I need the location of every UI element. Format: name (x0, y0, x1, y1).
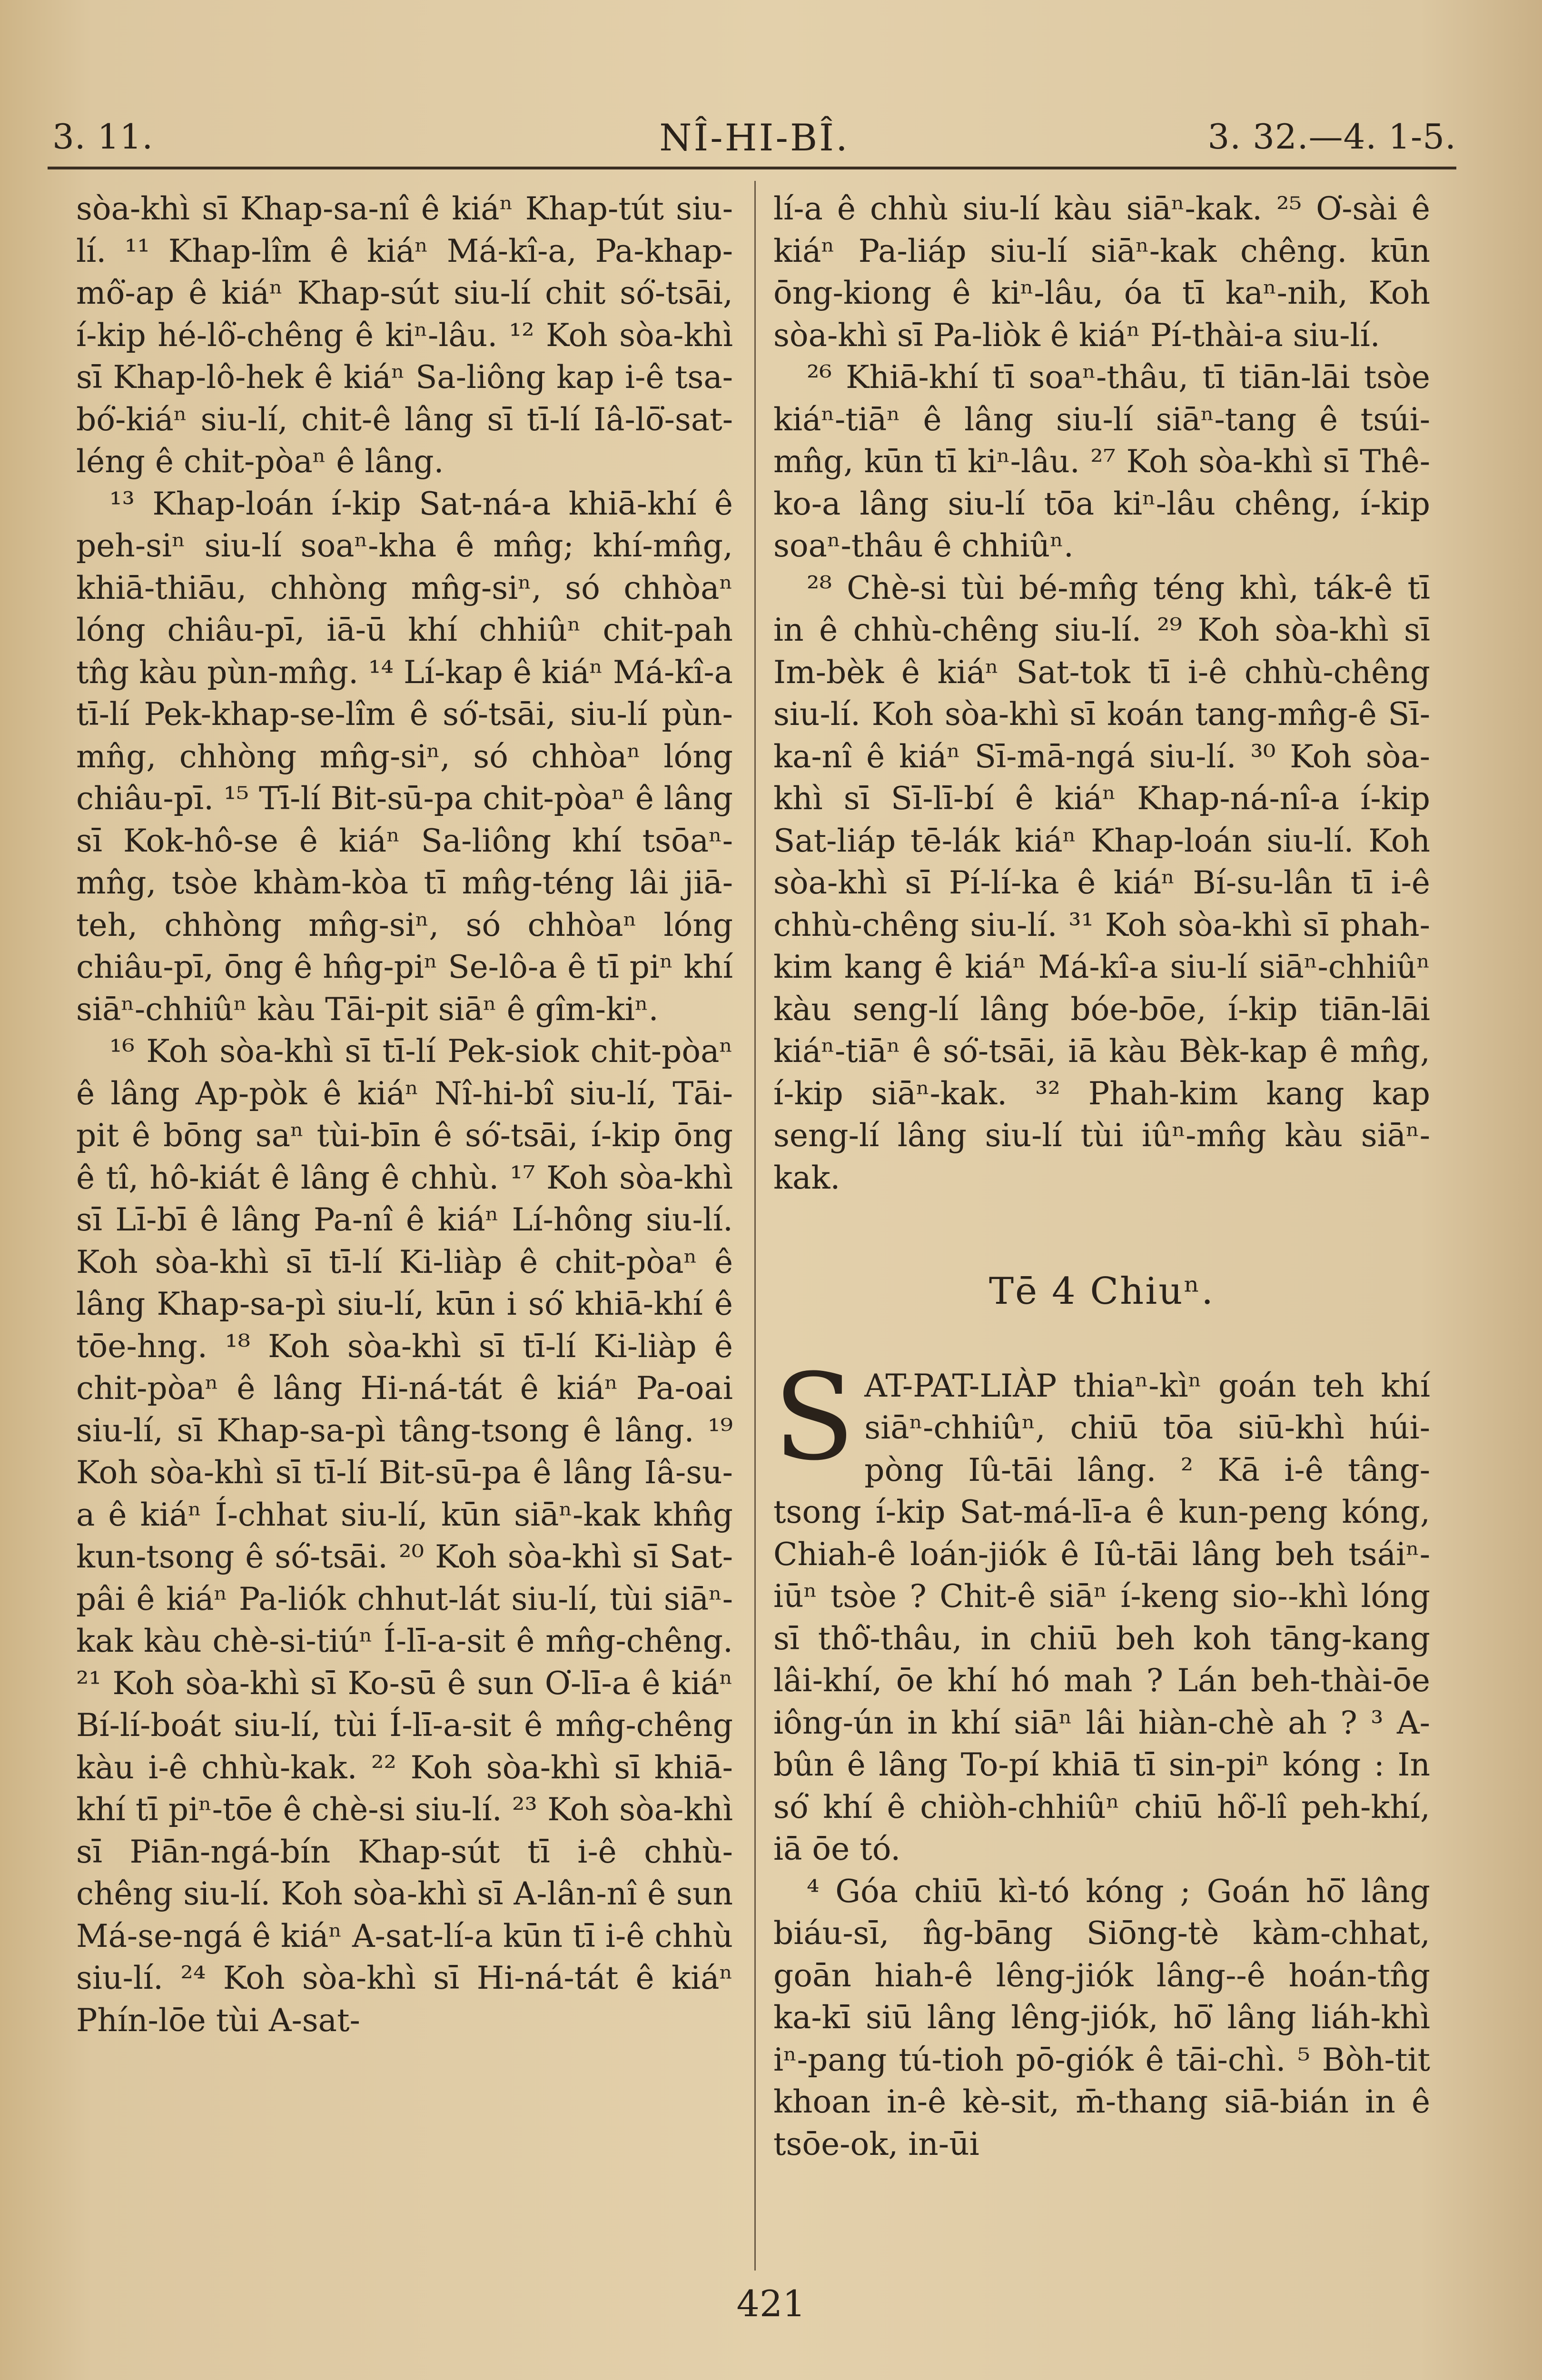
right-paragraph-1: lí-a ê chhù siu-lí kàu siāⁿ-kak. ²⁵ O͘-sài ê kiáⁿ Pa-liáp siu-lí siāⁿ-kak chêng. kūn ōng-kiong ê kiⁿ-lâu, óa tī kaⁿ-nih, Koh sòa-khì sī Pa-liòk ê kiáⁿ Pí-thài-a siu-lí. (773, 190, 1430, 354)
header-book-title: NÎ-HI-BÎ. (659, 117, 850, 159)
header-rule (48, 167, 1456, 169)
left-column (76, 188, 733, 2273)
header-right-verse-range: 3. 32.—4. 1-5. (1207, 117, 1456, 157)
running-header (52, 117, 1456, 169)
left-paragraph-1: sòa-khì sī Khap-sa-nî ê kiáⁿ Khap-tút siu-lí. ¹¹ Khap-lîm ê kiáⁿ Má-kî-a, Pa-khap-mô͘-ap ê kiáⁿ Khap-sút siu-lí chit só͘-tsāi, í-kip hé-lô͘-chêng ê kiⁿ-lâu. ¹² Koh sòa-khì sī Khap-lô-hek ê kiáⁿ Sa-liông kap i-ê tsa-bó͘-kiáⁿ siu-lí, chit-ê lâng sī tī-lí Iâ-lō͘-sat-léng ê chit-pòaⁿ ê lâng. (76, 190, 733, 480)
drop-cap-letter: S (773, 1348, 855, 1487)
left-paragraph-3: ¹⁶ Koh sòa-khì sī tī-lí Pek-siok chit-pòaⁿ ê lâng Ap-pòk ê kiáⁿ Nî-hi-bî siu-lí, Tāi-pit ê bōng saⁿ tùi-bīn ê só͘-tsāi, í-kip ōng ê tî, hô-kiát ê lâng ê chhù. ¹⁷ Koh sòa-khì sī Lī-bī ê lâng Pa-nî ê kiáⁿ Lí-hông siu-lí. Koh sòa-khì sī tī-lí Ki-liàp ê chit-pòaⁿ ê lâng Khap-sa-pì siu-lí, kūn i só͘ khiā-khí ê tōe-hng. ¹⁸ Koh sòa-khì sī tī-lí Ki-liàp ê chit-pòaⁿ ê lâng Hi-ná-tát ê kiáⁿ Pa-oai siu-lí, sī Khap-sa-pì tâng-tsong ê lâng. ¹⁹ Koh sòa-khì sī tī-lí Bit-sū-pa ê lâng Iâ-su-a ê kiáⁿ Í-chhat siu-lí, kūn siāⁿ-kak khn̂g kun-tsong ê só͘-tsāi. ²⁰ Koh sòa-khì sī Sat-pâi ê kiáⁿ Pa-liók chhut-lát siu-lí, tùi siāⁿ-kak kàu chè-si-tiúⁿ Í-lī-a-sit ê mn̂g-chêng. ²¹ Koh sòa-khì sī Ko-sū ê sun O͘-lī-a ê kiáⁿ Bí-lí-boát siu-lí, tùi Í-lī-a-sit ê mn̂g-chêng kàu i-ê chhù-kak. ²² Koh sòa-khì sī khiā-khí tī piⁿ-tōe ê chè-si siu-lí. ²³ Koh sòa-khì sī Piān-ngá-bín Khap-sút tī i-ê chhù-chêng siu-lí. Koh sòa-khì sī A-lân-nî ê sun Má-se-ngá ê kiáⁿ A-sat-lí-a kūn tī i-ê chhù siu-lí. ²⁴ Koh sòa-khì sī Hi-ná-tát ê kiáⁿ Phín-lōe tùi A-sat- (76, 1033, 733, 2039)
chapter-heading: Tē 4 Chiuⁿ. (988, 1270, 1215, 1313)
right-column (773, 188, 1430, 2273)
column-divider (754, 181, 756, 2271)
right-paragraph-2: ²⁶ Khiā-khí tī soaⁿ-thâu, tī tiān-lāi tsòe kiáⁿ-tiāⁿ ê lâng siu-lí siāⁿ-tang ê tsúi-mn̂g, kūn tī kiⁿ-lâu. ²⁷ Koh sòa-khì sī Thê-ko-a lâng siu-lí tōa kiⁿ-lâu chêng, í-kip soaⁿ-thâu ê chhiûⁿ. (773, 359, 1430, 564)
header-left-verse-range: 3. 11. (52, 117, 154, 157)
right-paragraph-3: ²⁸ Chè-si tùi bé-mn̂g téng khì, ták-ê tī in ê chhù-chêng siu-lí. ²⁹ Koh sòa-khì sī Im-bèk ê kiáⁿ Sat-tok tī i-ê chhù-chêng siu-lí. Koh sòa-khì sī koán tang-mn̂g-ê Sī-ka-nî ê kiáⁿ Sī-mā-ngá siu-lí. ³⁰ Koh sòa-khì sī Sī-lī-bí ê kiáⁿ Khap-ná-nî-a í-kip Sat-liáp tē-lák kiáⁿ Khap-loán siu-lí. Koh sòa-khì sī Pí-lí-ka ê kiáⁿ Bí-su-lân tī i-ê chhù-chêng siu-lí. ³¹ Koh sòa-khì sī phah-kim kang ê kiáⁿ Má-kî-a siu-lí siāⁿ-chhiûⁿ kàu seng-lí lâng bóe-bōe, í-kip tiān-lāi kiáⁿ-tiāⁿ ê só͘-tsāi, iā kàu Bèk-kap ê mn̂g, í-kip siāⁿ-kak. ³² Phah-kim kang kap seng-lí lâng siu-lí tùi iûⁿ-mn̂g kàu siāⁿ-kak. (773, 569, 1430, 1196)
chapter4-paragraph-1 (773, 1348, 1430, 1871)
left-paragraph-2: ¹³ Khap-loán í-kip Sat-ná-a khiā-khí ê peh-siⁿ siu-lí soaⁿ-kha ê mn̂g; khí-mn̂g, khiā-thiāu, chhòng mn̂g-siⁿ, só chhòaⁿ lóng chiâu-pī, iā-ū khí chhiûⁿ chit-pah tn̂g kàu pùn-mn̂g. ¹⁴ Lí-kap ê kiáⁿ Má-kî-a tī-lí Pek-khap-se-lîm ê só͘-tsāi, siu-lí pùn-mn̂g, chhòng mn̂g-siⁿ, só chhòaⁿ lóng chiâu-pī. ¹⁵ Tī-lí Bit-sū-pa chit-pòaⁿ ê lâng sī Kok-hô-se ê kiáⁿ Sa-liông khí tsōaⁿ-mn̂g, tsòe khàm-kòa tī mn̂g-téng lâi jiā-teh, chhòng mn̂g-siⁿ, só chhòaⁿ lóng chiâu-pī, ōng ê hn̂g-piⁿ Se-lô-a ê tī piⁿ khí siāⁿ-chhiûⁿ kàu Tāi-pit siāⁿ ê gîm-kiⁿ. (76, 485, 733, 1028)
chapter4-paragraph-2: ⁴ Góa chiū kì-tó kóng ; Goán hō͘ lâng biáu-sī, n̂g-bāng Siōng-tè kàm-chhat, goān hiah-ê lêng-jiók lâng--ê hoán-tn̂g ka-kī siū lâng lêng-jiók, hō͘ lâng liáh-khì iⁿ-pang tú-tioh pō-giók ê tāi-chì. ⁵ Bòh-tit khoan in-ê kè-sit, m̄-thang siā-bián in ê tsōe-ok, in-ūi (773, 1873, 1430, 2162)
page-number: 421 (736, 2282, 806, 2325)
chapter4-paragraph-1-text: AT-PAT-LIÀP thiaⁿ-kìⁿ goán teh khí siāⁿ-chhiûⁿ, chiū tōa siū-khì húi-pòng Iû-tāi lâng. ² Kā i-ê tâng-tsong í-kip Sat-má-lī-a ê kun-peng kóng, Chiah-ê loán-jiók ê Iû-tāi lâng beh tsáiⁿ-iūⁿ tsòe ? Chit-ê siāⁿ í-keng sio--khì lóng sī thô͘-thâu, in chiū beh koh tāng-kang lâi-khí, ōe khí hó mah ? Lán beh-thài-ōe iông-ún in khí siāⁿ lâi hiàn-chè ah ? ³ A-bûn ê lâng To-pí khiā tī sin-piⁿ kóng : In só͘ khí ê chiòh-chhiûⁿ chiū hô͘-lî peh-khí, iā ōe tó. (773, 1367, 1430, 1867)
